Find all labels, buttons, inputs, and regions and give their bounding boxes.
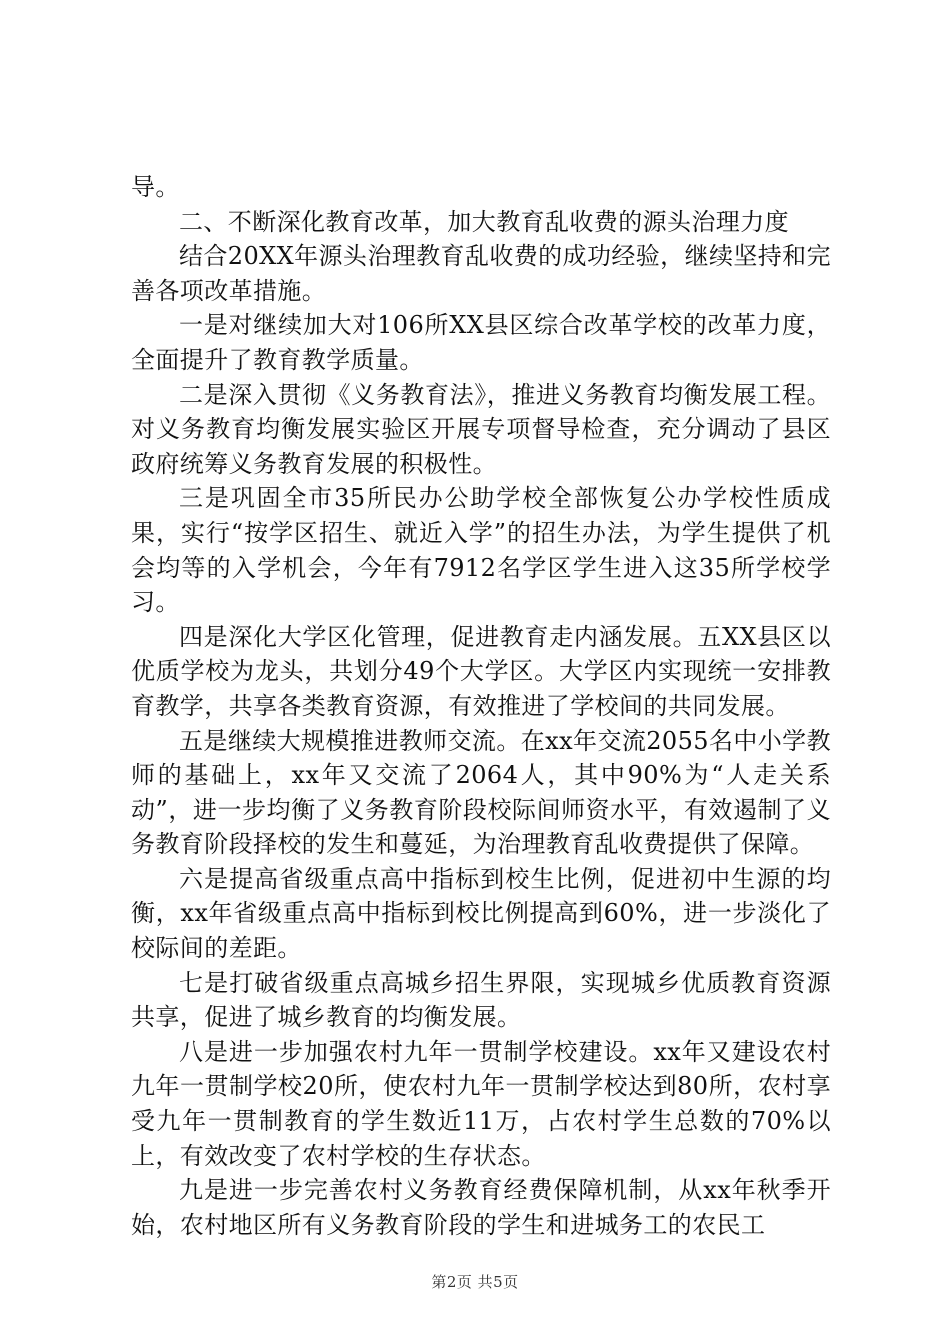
paragraph-item-5: 五是继续大规模推进教师交流。在xx年交流2055名中小学教师的基础上，xx年又交流了2064人，其中90%为“人走关系动”，进一步均衡了义务教育阶段校际间师资水平，有效遏制了义务教育阶段择校的发生和蔓延，为治理教育乱收费提供了保障。 xyxy=(131,726,831,859)
section-heading: 二、不断深化教育改革，加大教育乱收费的源头治理力度 xyxy=(179,207,789,236)
paragraph-intro: 结合20XX年源头治理教育乱收费的成功经验，继续坚持和完善各项改革措施。 xyxy=(131,242,831,305)
document-body xyxy=(131,170,831,1242)
paragraph-item-4: 四是深化大学区化管理，促进教育走内涵发展。五XX县区以优质学校为龙头，共划分49个大学区。大学区内实现统一安排教育教学，共享各类教育资源，有效推进了学校间的共同发展。 xyxy=(131,622,831,720)
paragraph-item-3: 三是巩固全市35所民办公助学校全部恢复公办学校性质成果，实行“按学区招生、就近入学”的招生办法，为学生提供了机会均等的入学机会，今年有7912名学区学生进入这35所学校学习。 xyxy=(131,484,831,617)
paragraph-item-2: 二是深入贯彻《义务教育法》，推进义务教育均衡发展工程。对义务教育均衡发展实验区开展专项督导检查，充分调动了县区政府统筹义务教育发展的积极性。 xyxy=(131,380,831,478)
paragraph-item-9: 九是进一步完善农村义务教育经费保障机制，从xx年秋季开始，农村地区所有义务教育阶段的学生和进城务工的农民工 xyxy=(131,1176,831,1239)
paragraph-item-7: 七是打破省级重点高城乡招生界限，实现城乡优质教育资源共享，促进了城乡教育的均衡发展。 xyxy=(131,968,831,1032)
paragraph-item-8: 八是进一步加强农村九年一贯制学校建设。xx年又建设农村九年一贯制学校20所，使农村九年一贯制学校达到80所，农村享受九年一贯制教育的学生数近11万，占农村学生总数的70%以上，有效改变了农村学校的生存状态。 xyxy=(131,1037,831,1170)
paragraph-item-1: 一是对继续加大对106所XX县区综合改革学校的改革力度，全面提升了教育教学质量。 xyxy=(131,311,831,374)
paragraph-item-6: 六是提高省级重点高中指标到校生比例，促进初中生源的均衡，xx年省级重点高中指标到校比例提高到60%，进一步淡化了校际间的差距。 xyxy=(131,864,831,963)
page-number-footer: 第2页 共5页 xyxy=(431,1273,519,1291)
paragraph-continuation: 导。 xyxy=(131,173,180,201)
